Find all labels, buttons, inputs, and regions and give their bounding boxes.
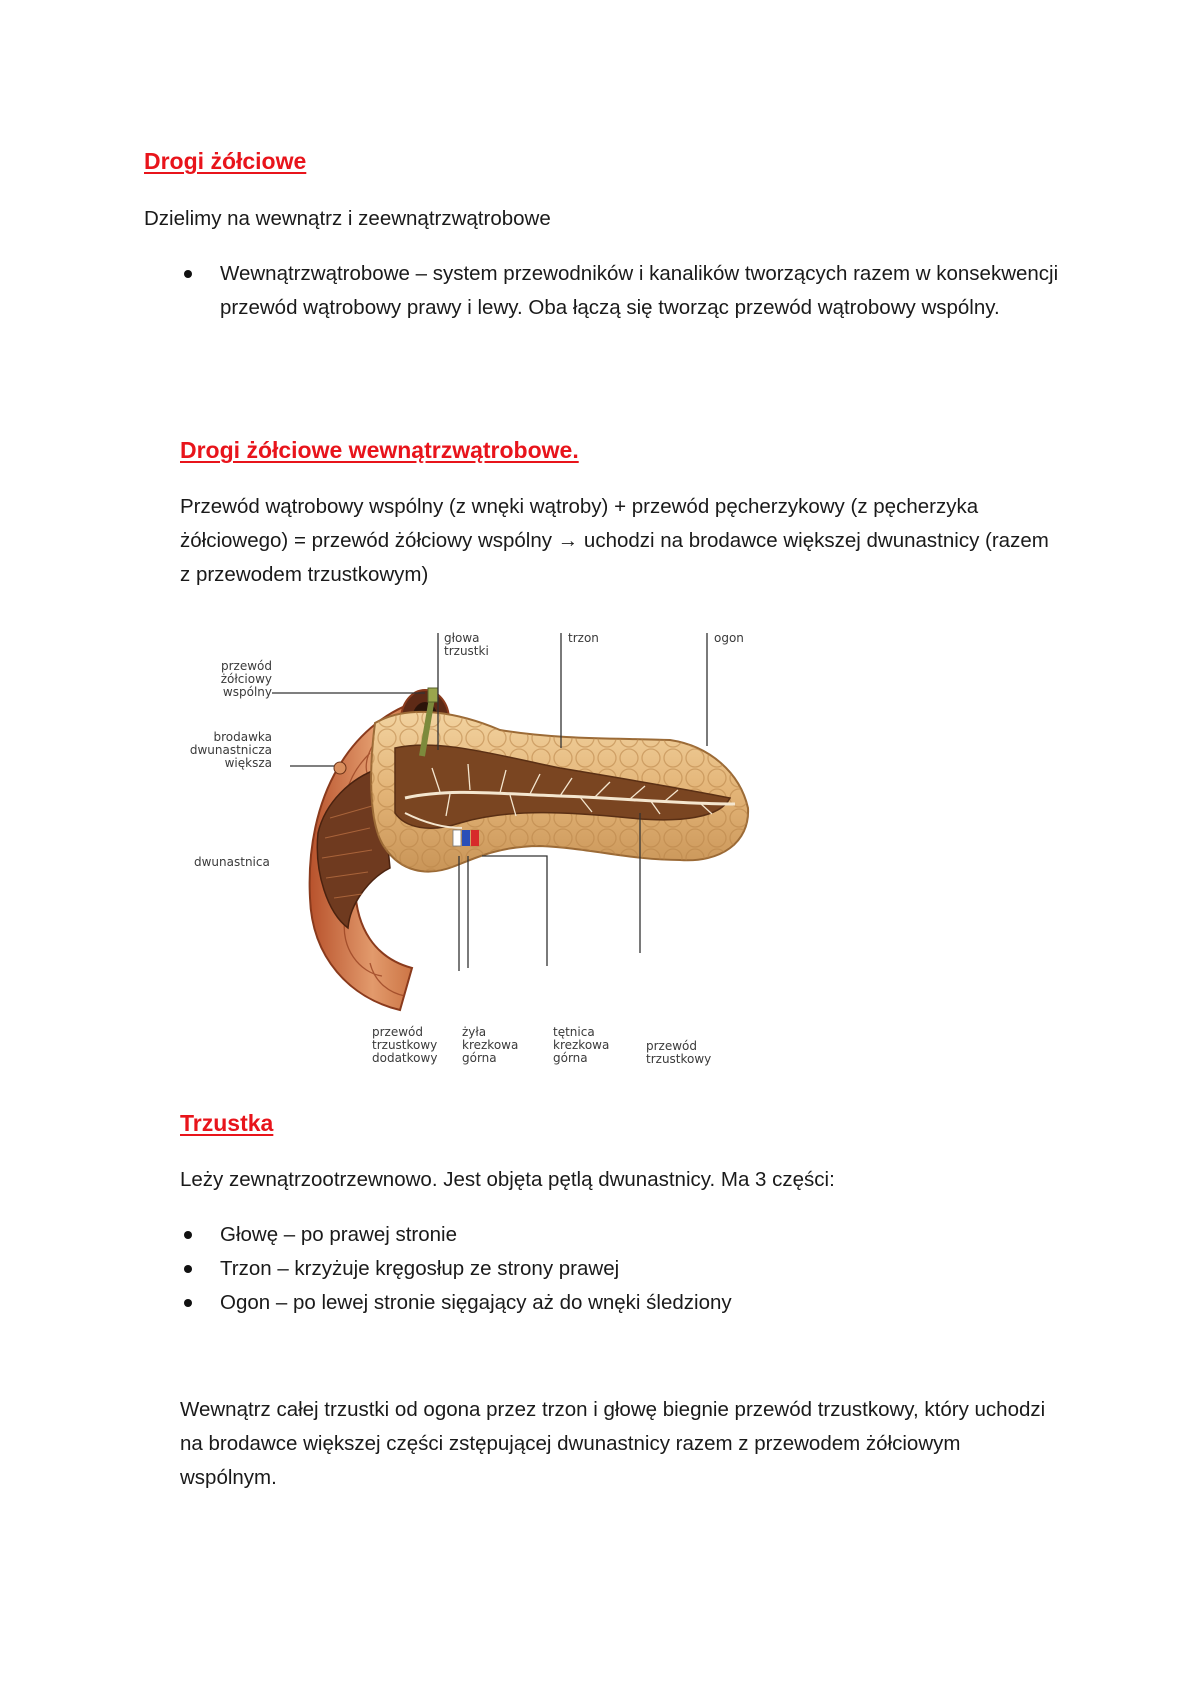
bile-duct-paragraph: Przewód wątrobowy wspólny (z wnęki wątroby) + przewód pęcherzykowy (z pęcherzyka żółciowego) = przewód żółciowy wspólny → uchodzi na brodawce większej dwunastnicy (razem z przewodem trzustkowym) — [180, 495, 1049, 586]
bullet-icon — [184, 1231, 192, 1239]
list-item: Trzon – krzyżuje kręgosłup ze strony prawej — [180, 1252, 1060, 1286]
heading-drogi-wewnatrzwatrobowe: Drogi żółciowe wewnątrzwątrobowe. — [180, 437, 579, 463]
arrow-right-icon: → — [557, 529, 579, 552]
intro-paragraph: Dzielimy na wewnątrz i zeewnątrzwątrobowe — [144, 207, 551, 230]
bullet-icon — [184, 1265, 192, 1273]
label-przewod-zolciowy-wspolny: przewód żółciowy wspólny — [220, 659, 272, 699]
list-item: Głowę – po prawej stronie — [180, 1218, 1060, 1252]
heading-trzustka: Trzustka — [180, 1110, 274, 1136]
label-zyla-krezkowa-gorna: żyła krezkowa górna — [462, 1025, 519, 1065]
label-tetnica-krezkowa-gorna: tętnica krezkowa górna — [553, 1025, 610, 1065]
pancreas-illustration — [200, 628, 840, 1068]
bullet-icon — [184, 270, 192, 278]
bullet-icon — [184, 1299, 192, 1307]
label-glowa-trzustki: głowa trzustki — [444, 631, 489, 658]
bullet-list-2 — [180, 1218, 1060, 1320]
heading-drogi-zolciowe: Drogi żółciowe — [144, 148, 307, 174]
label-przewod-trzustkowy-dodatkowy: przewód trzustkowy dodatkowy — [372, 1025, 438, 1065]
label-brodawka: brodawka dwunastnicza większa — [189, 730, 272, 770]
label-trzon: trzon — [568, 631, 599, 645]
pancreas-figure — [189, 628, 840, 1068]
bullet-list-1 — [180, 257, 1060, 325]
label-przewod-trzustkowy: przewód trzustkowy — [646, 1039, 712, 1066]
label-dwunastnica: dwunastnica — [194, 855, 270, 869]
list-item: Wewnątrzwątrobowe – system przewodników i kanalików tworzących razem w konsekwencji przewód wątrobowy prawy i lewy. Oba łączą się tworząc przewód wątrobowy wspólny. — [180, 257, 1060, 325]
pancreatic-duct-paragraph: Wewnątrz całej trzustki od ogona przez trzon i głowę biegnie przewód trzustkowy, który uchodzi na brodawce większej części zstępującej dwunastnicy razem z przewodem żółciowym wspólnym. — [180, 1398, 1046, 1489]
trzustka-intro: Leży zewnątrzootrzewnowo. Jest objęta pętlą dwunastnicy. Ma 3 części: — [180, 1168, 835, 1191]
list-item: Ogon – po lewej stronie sięgający aż do wnęki śledziony — [180, 1286, 1060, 1320]
label-ogon: ogon — [714, 631, 744, 645]
